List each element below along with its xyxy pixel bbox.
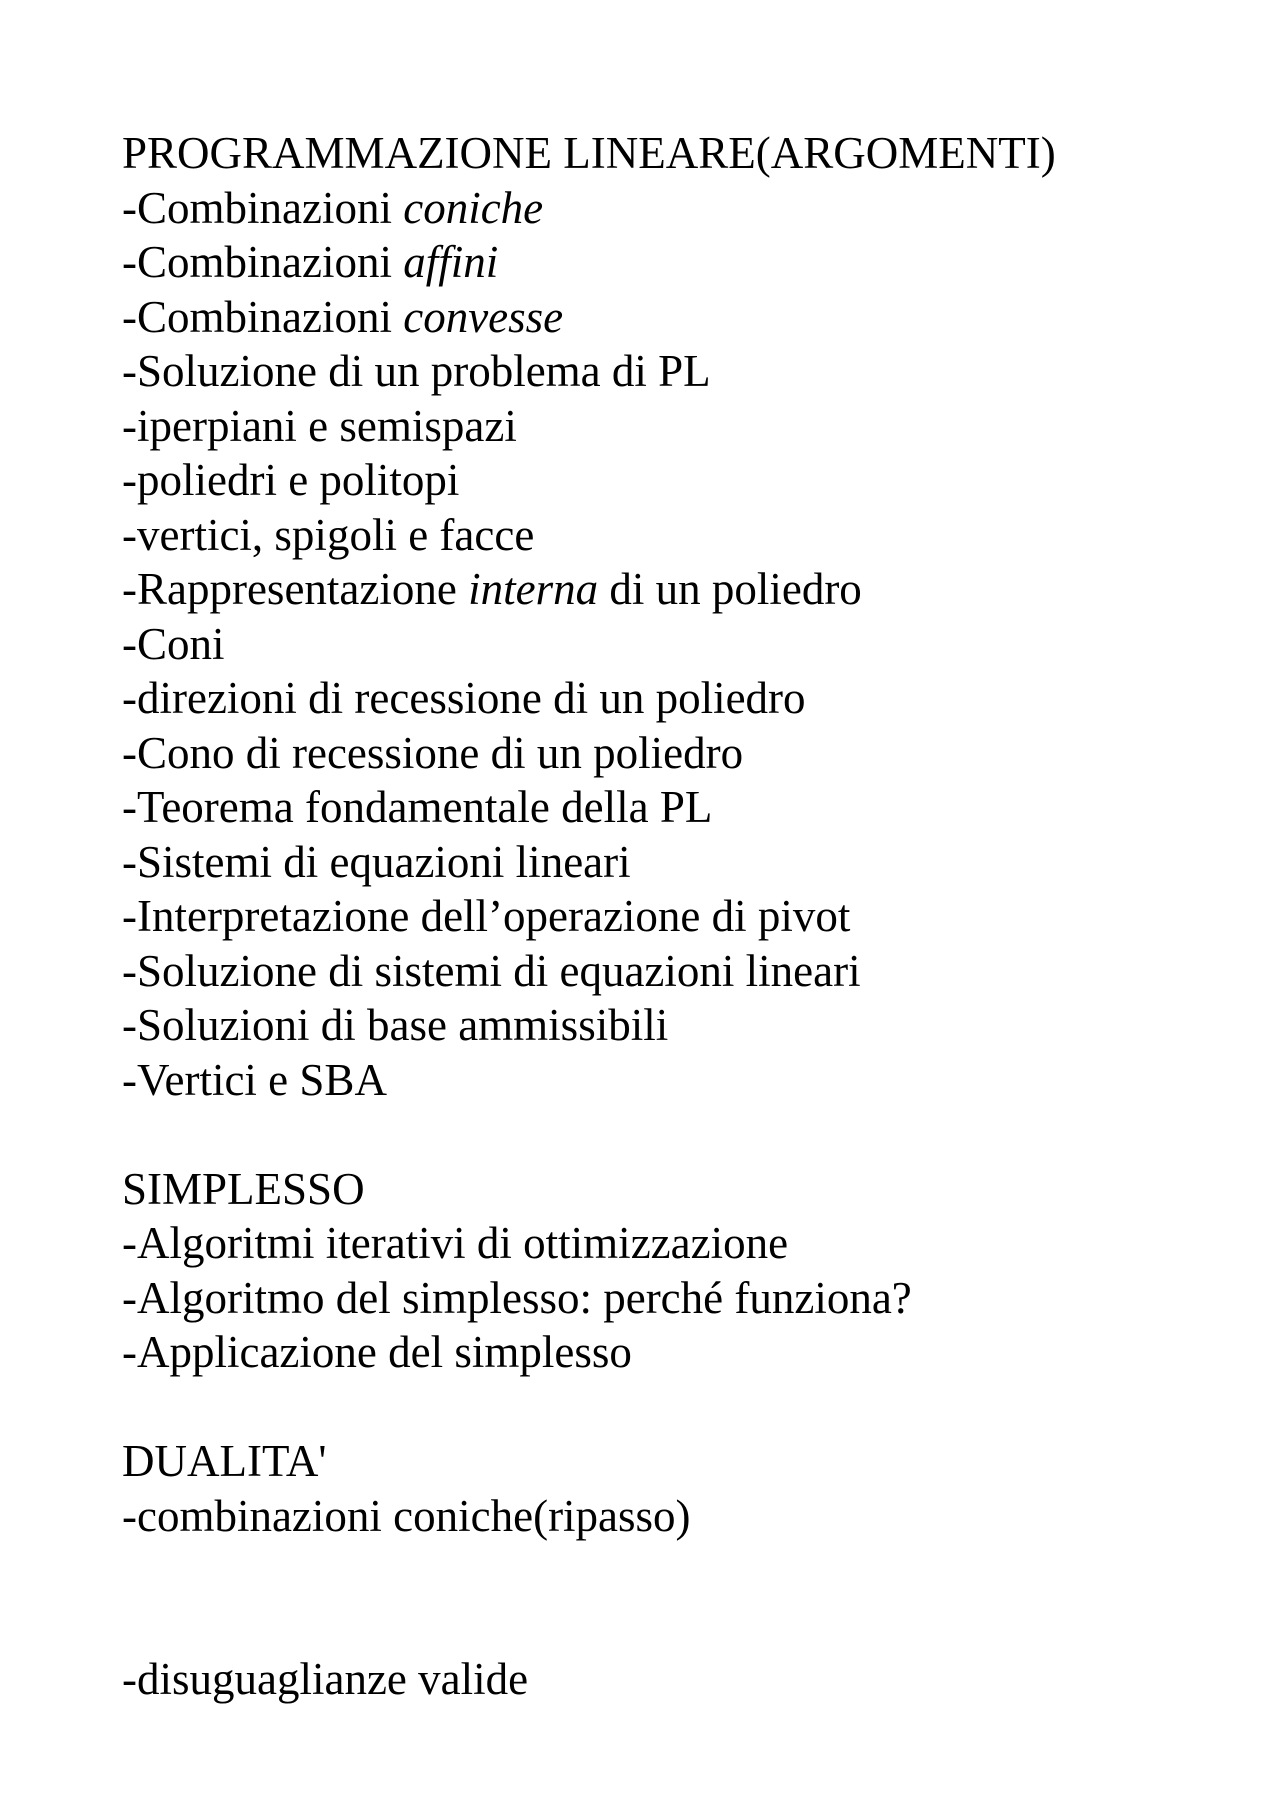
list-item: -Teorema fondamentale della PL [122,782,713,832]
list-item: -Soluzioni di base ammissibili [122,1000,669,1050]
section-heading-dualita: DUALITA' [122,1436,327,1486]
list-item: -Coni [122,618,225,669]
section-heading-simplesso: SIMPLESSO [122,1163,365,1214]
list-item: -Combinazioni affini [122,237,499,287]
list-item: -Rappresentazione interna di un poliedro [122,564,862,614]
list-item: -direzioni di recessione di un poliedro [122,673,806,723]
spacer [122,1380,1202,1435]
list-item: -combinazioni coniche(ripasso) [122,1490,691,1541]
spacer [122,1543,1202,1652]
list-item: -Combinazioni coniche [122,182,544,233]
section-heading-pl: PROGRAMMAZIONE LINEARE(ARGOMENTI) [122,128,1056,178]
list-item: -iperpiani e semispazi [122,400,517,451]
document-body [122,126,1202,1707]
list-item: -Applicazione del simplesso [122,1327,632,1377]
spacer [122,1107,1202,1162]
list-item: -Soluzione di sistemi di equazioni lineari [122,945,861,996]
list-item: -Soluzione di un problema di PL [122,346,711,396]
list-item: -Algoritmo del simplesso: perché funziona? [122,1272,912,1323]
list-item: -vertici, spigoli e facce [122,509,535,560]
list-item: -Sistemi di equazioni lineari [122,836,631,887]
list-item: -Cono di recessione di un poliedro [122,727,744,778]
list-item: -Algoritmi iterativi di ottimizzazione [122,1218,789,1268]
list-item: -poliedri e politopi [122,455,460,505]
list-item: -Interpretazione dell’operazione di pivot [122,891,851,941]
list-item: -disuguaglianze valide [122,1654,529,1704]
list-item: -Vertici e SBA [122,1054,387,1105]
list-item: -Combinazioni convesse [122,291,564,342]
